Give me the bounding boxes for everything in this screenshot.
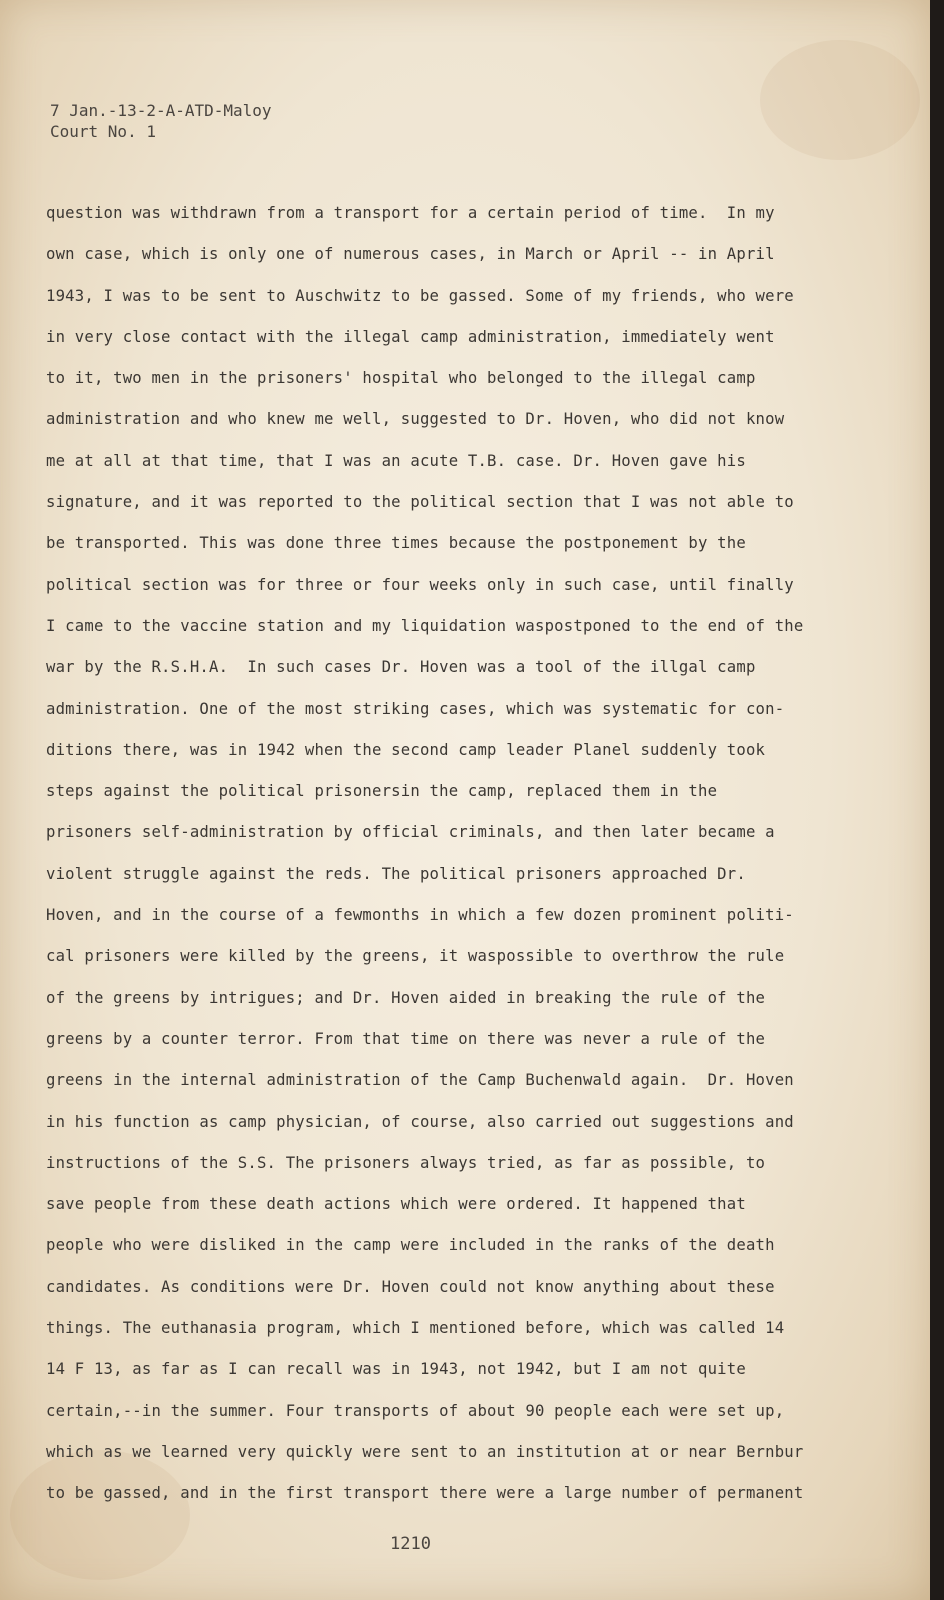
text-line: instructions of the S.S. The prisoners always tried, as far as possible, to — [46, 1153, 766, 1172]
text-line: I came to the vaccine station and my liquidation waspostponed to the end of the — [46, 616, 804, 635]
text-line: ditions there, was in 1942 when the second camp leader Planel suddenly took — [46, 740, 766, 759]
text-line: greens in the internal administration of the Camp Buchenwald again. Dr. Hoven — [46, 1071, 794, 1090]
text-line: violent struggle against the reds. The political prisoners approached Dr. — [46, 864, 746, 883]
text-line: 1943, I was to be sent to Auschwitz to be gassed. Some of my friends, who were — [46, 286, 794, 305]
text-line: prisoners self-administration by official criminals, and then later became a — [46, 823, 775, 842]
text-line: war by the R.S.H.A. In such cases Dr. Hoven was a tool of the illgal camp — [46, 658, 756, 677]
text-line: to be gassed, and in the first transport there were a large number of permanent — [46, 1484, 804, 1503]
scan-edge — [930, 0, 944, 1600]
text-line: candidates. As conditions were Dr. Hoven could not know anything about these — [46, 1277, 775, 1296]
reference-code: 7 Jan.-13-2-A-ATD-Maloy — [50, 101, 272, 120]
page-number: 1210 — [390, 1534, 431, 1554]
text-line: of the greens by intrigues; and Dr. Hoven aided in breaking the rule of the — [46, 988, 766, 1007]
text-line: administration and who knew me well, suggested to Dr. Hoven, who did not know — [46, 410, 785, 429]
testimony-text — [46, 203, 906, 1525]
text-line: political section was for three or four weeks only in such case, until finally — [46, 575, 794, 594]
text-line: things. The euthanasia program, which I mentioned before, which was called 14 — [46, 1319, 785, 1338]
text-line: to it, two men in the prisoners' hospital who belonged to the illegal camp — [46, 369, 756, 388]
document-header — [50, 100, 272, 142]
paper-stain — [760, 40, 920, 160]
text-line: people who were disliked in the camp were included in the ranks of the death — [46, 1236, 775, 1255]
text-line: cal prisoners were killed by the greens, it waspossible to overthrow the rule — [46, 947, 785, 966]
text-line: greens by a counter terror. From that time on there was never a rule of the — [46, 1029, 766, 1048]
text-line: in very close contact with the illegal camp administration, immediately went — [46, 327, 775, 346]
text-line: Hoven, and in the course of a fewmonths in which a few dozen prominent politi- — [46, 906, 794, 925]
text-line: 14 F 13, as far as I can recall was in 1943, not 1942, but I am not quite — [46, 1360, 746, 1379]
text-line: question was withdrawn from a transport for a certain period of time. In my — [46, 204, 775, 222]
text-line: which as we learned very quickly were sent to an institution at or near Bernbur — [46, 1442, 804, 1461]
text-line: certain,--in the summer. Four transports of about 90 people each were set up, — [46, 1401, 785, 1420]
text-line: save people from these death actions which were ordered. It happened that — [46, 1195, 746, 1214]
text-line: administration. One of the most striking cases, which was systematic for con- — [46, 699, 785, 718]
text-line: be transported. This was done three times because the postponement by the — [46, 534, 746, 553]
text-line: in his function as camp physician, of course, also carried out suggestions and — [46, 1112, 794, 1131]
court-number: Court No. 1 — [50, 122, 156, 141]
text-line: own case, which is only one of numerous cases, in March or April -- in April — [46, 245, 775, 264]
text-line: steps against the political prisonersin the camp, replaced them in the — [46, 782, 718, 801]
text-line: signature, and it was reported to the political section that I was not able to — [46, 493, 794, 512]
text-line: me at all at that time, that I was an acute T.B. case. Dr. Hoven gave his — [46, 451, 746, 470]
